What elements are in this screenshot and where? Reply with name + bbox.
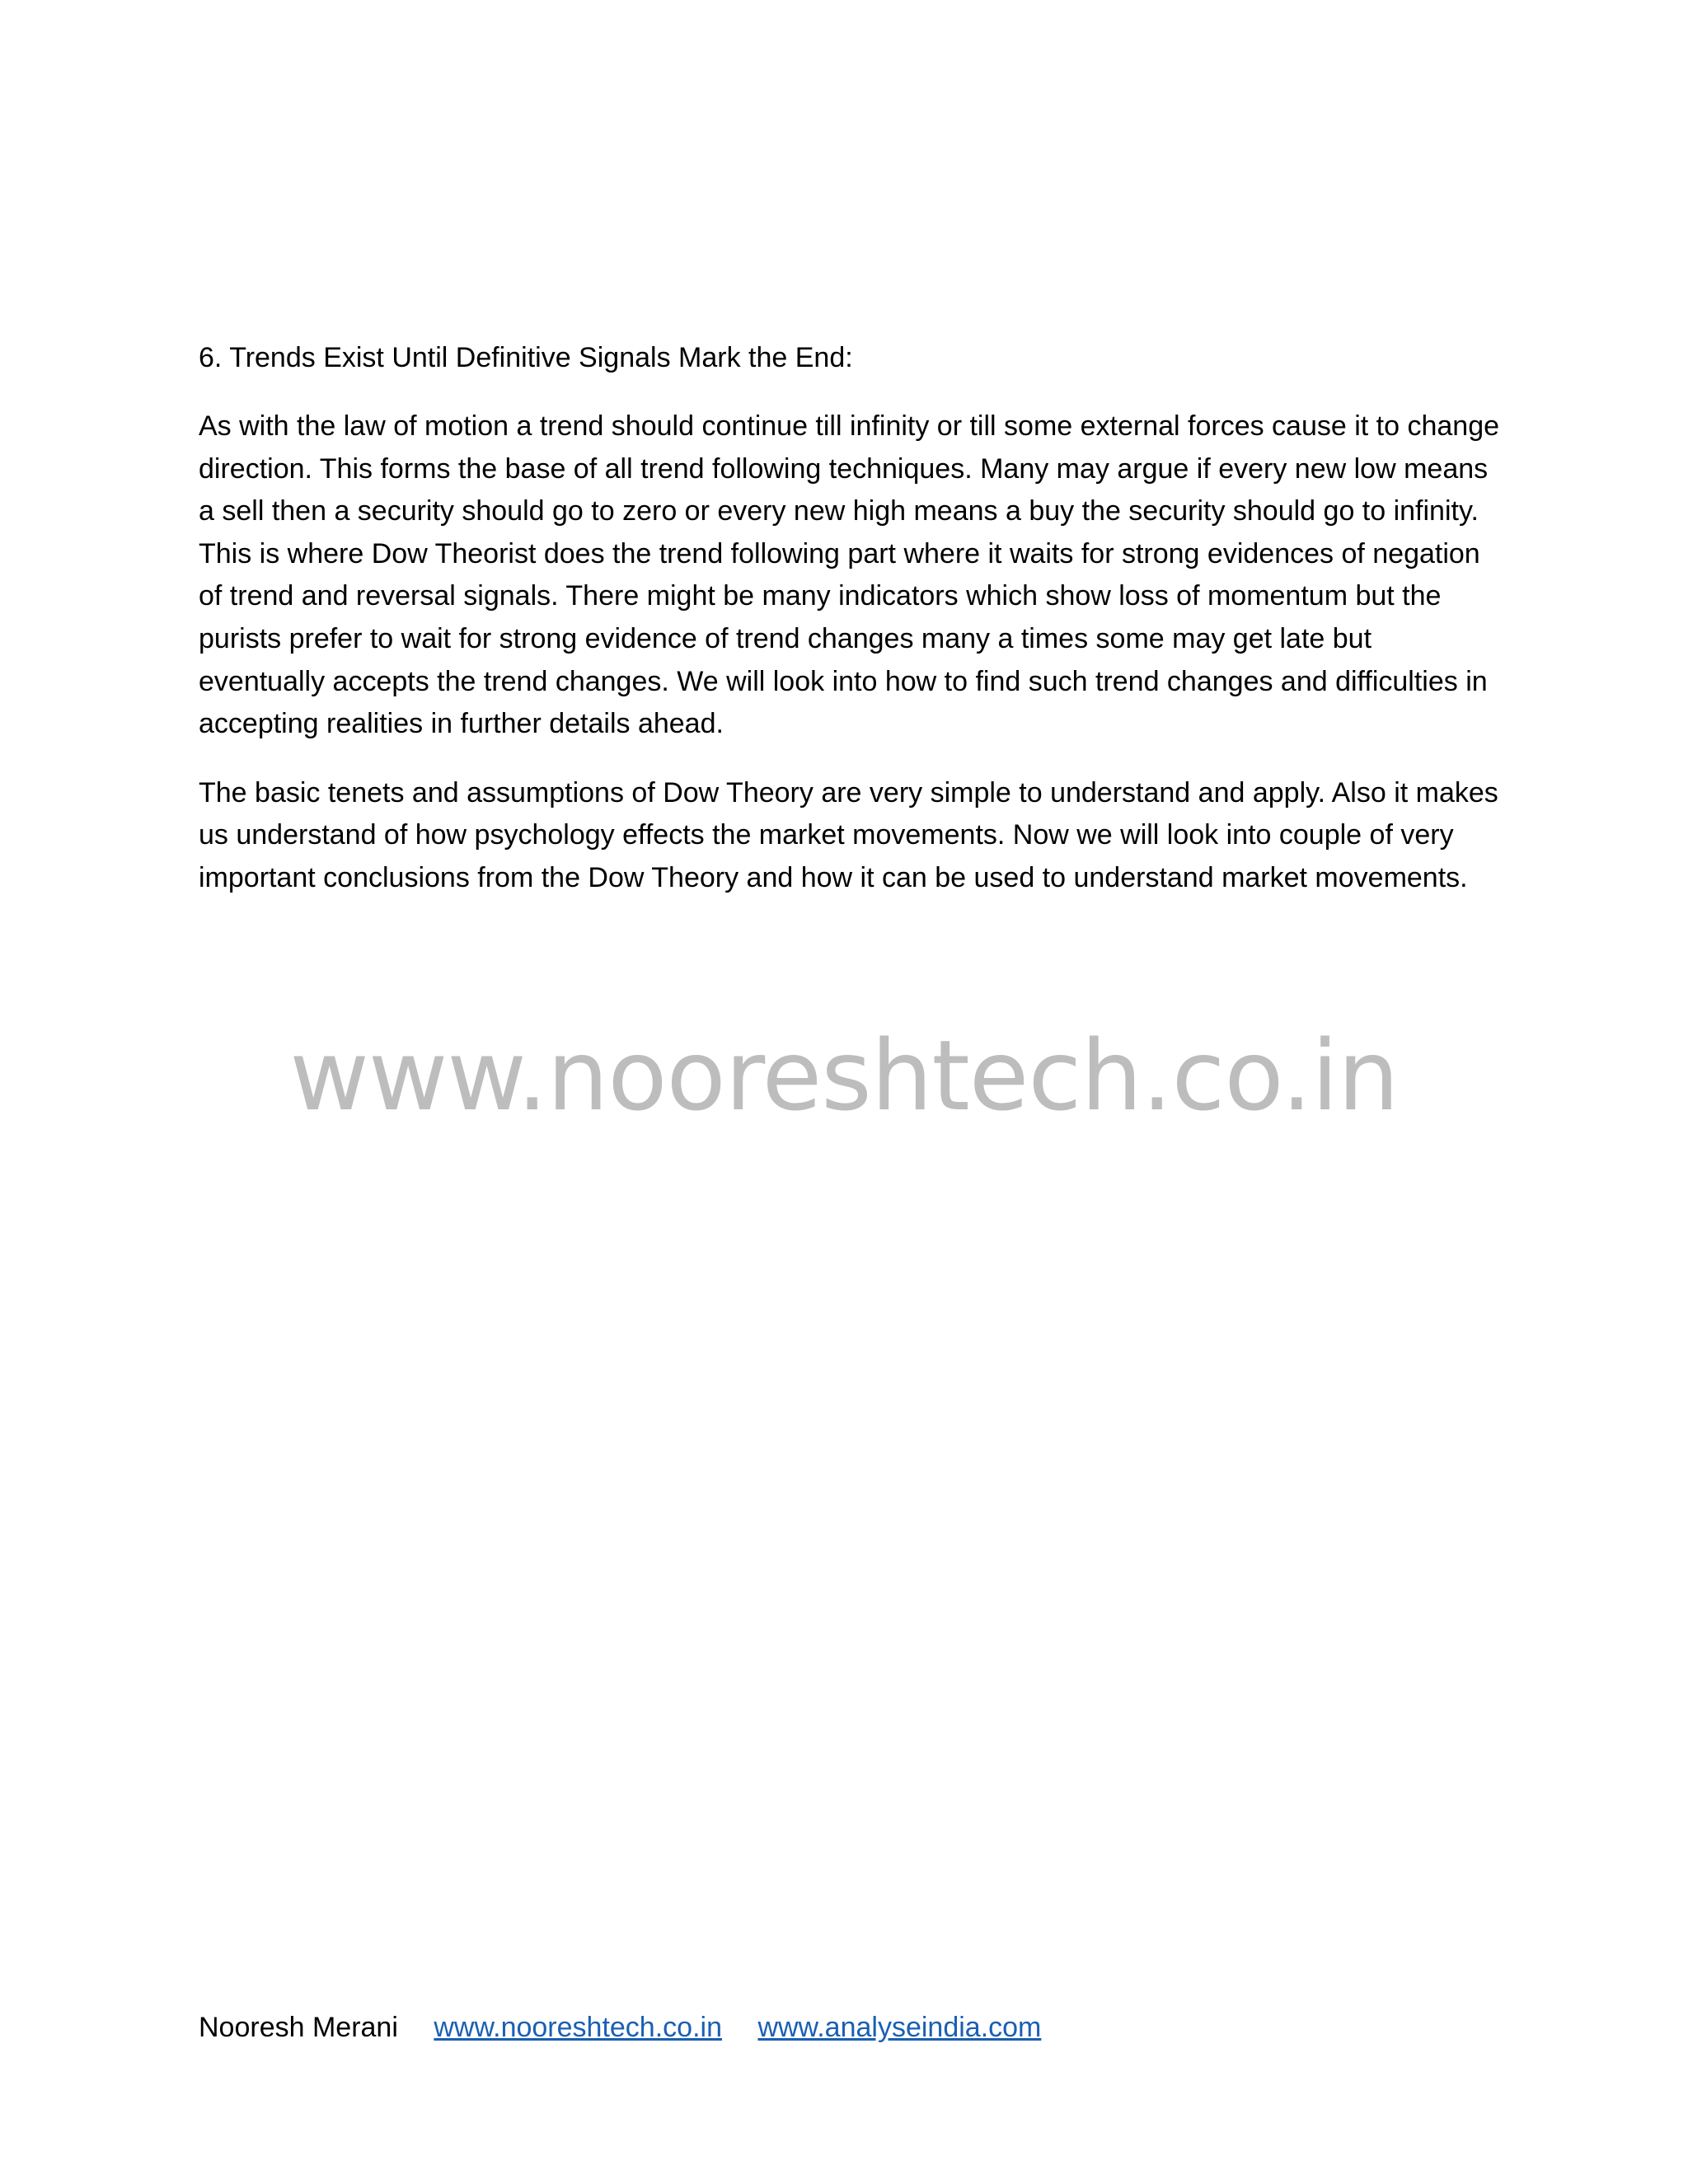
- footer-author: Nooresh Merani: [199, 2012, 398, 2043]
- section-heading: 6. Trends Exist Until Definitive Signals Mark the End:: [199, 342, 853, 373]
- footer-link-nooreshtech[interactable]: www.nooreshtech.co.in: [434, 2012, 722, 2043]
- paragraph-trend-infinity: As with the law of motion a trend should continue till infinity or till some external forces cause it to change direction. This forms the base of all trend following techniques. Many may argue if every new low means a sell then a security should go to zero or every new high means a buy the security should go to infinity. This is where Dow Theorist does the trend following part where it waits for strong evidences of negation of trend and reversal signals. There might be many indicators which show loss of momentum but the purists prefer to wait for strong evidence of trend changes many a times some may get late but eventually accepts the trend changes. We will look into how to find such trend changes and difficulties in accepting realities in further details ahead.: [199, 410, 1500, 740]
- paragraph-basic-tenets: The basic tenets and assumptions of Dow Theory are very simple to understand and apply. Also it makes us understand of how psychology effects the market movements. Now we will look into couple of very important conclusions from the Dow Theory and how it can be used to understand market movements.: [199, 776, 1498, 893]
- footer-link-analyseindia[interactable]: www.analyseindia.com: [757, 2012, 1042, 2043]
- page-footer: [199, 2006, 1069, 2049]
- document-body: [199, 336, 1501, 926]
- watermark: www.nooreshtech.co.in: [289, 1019, 1399, 1132]
